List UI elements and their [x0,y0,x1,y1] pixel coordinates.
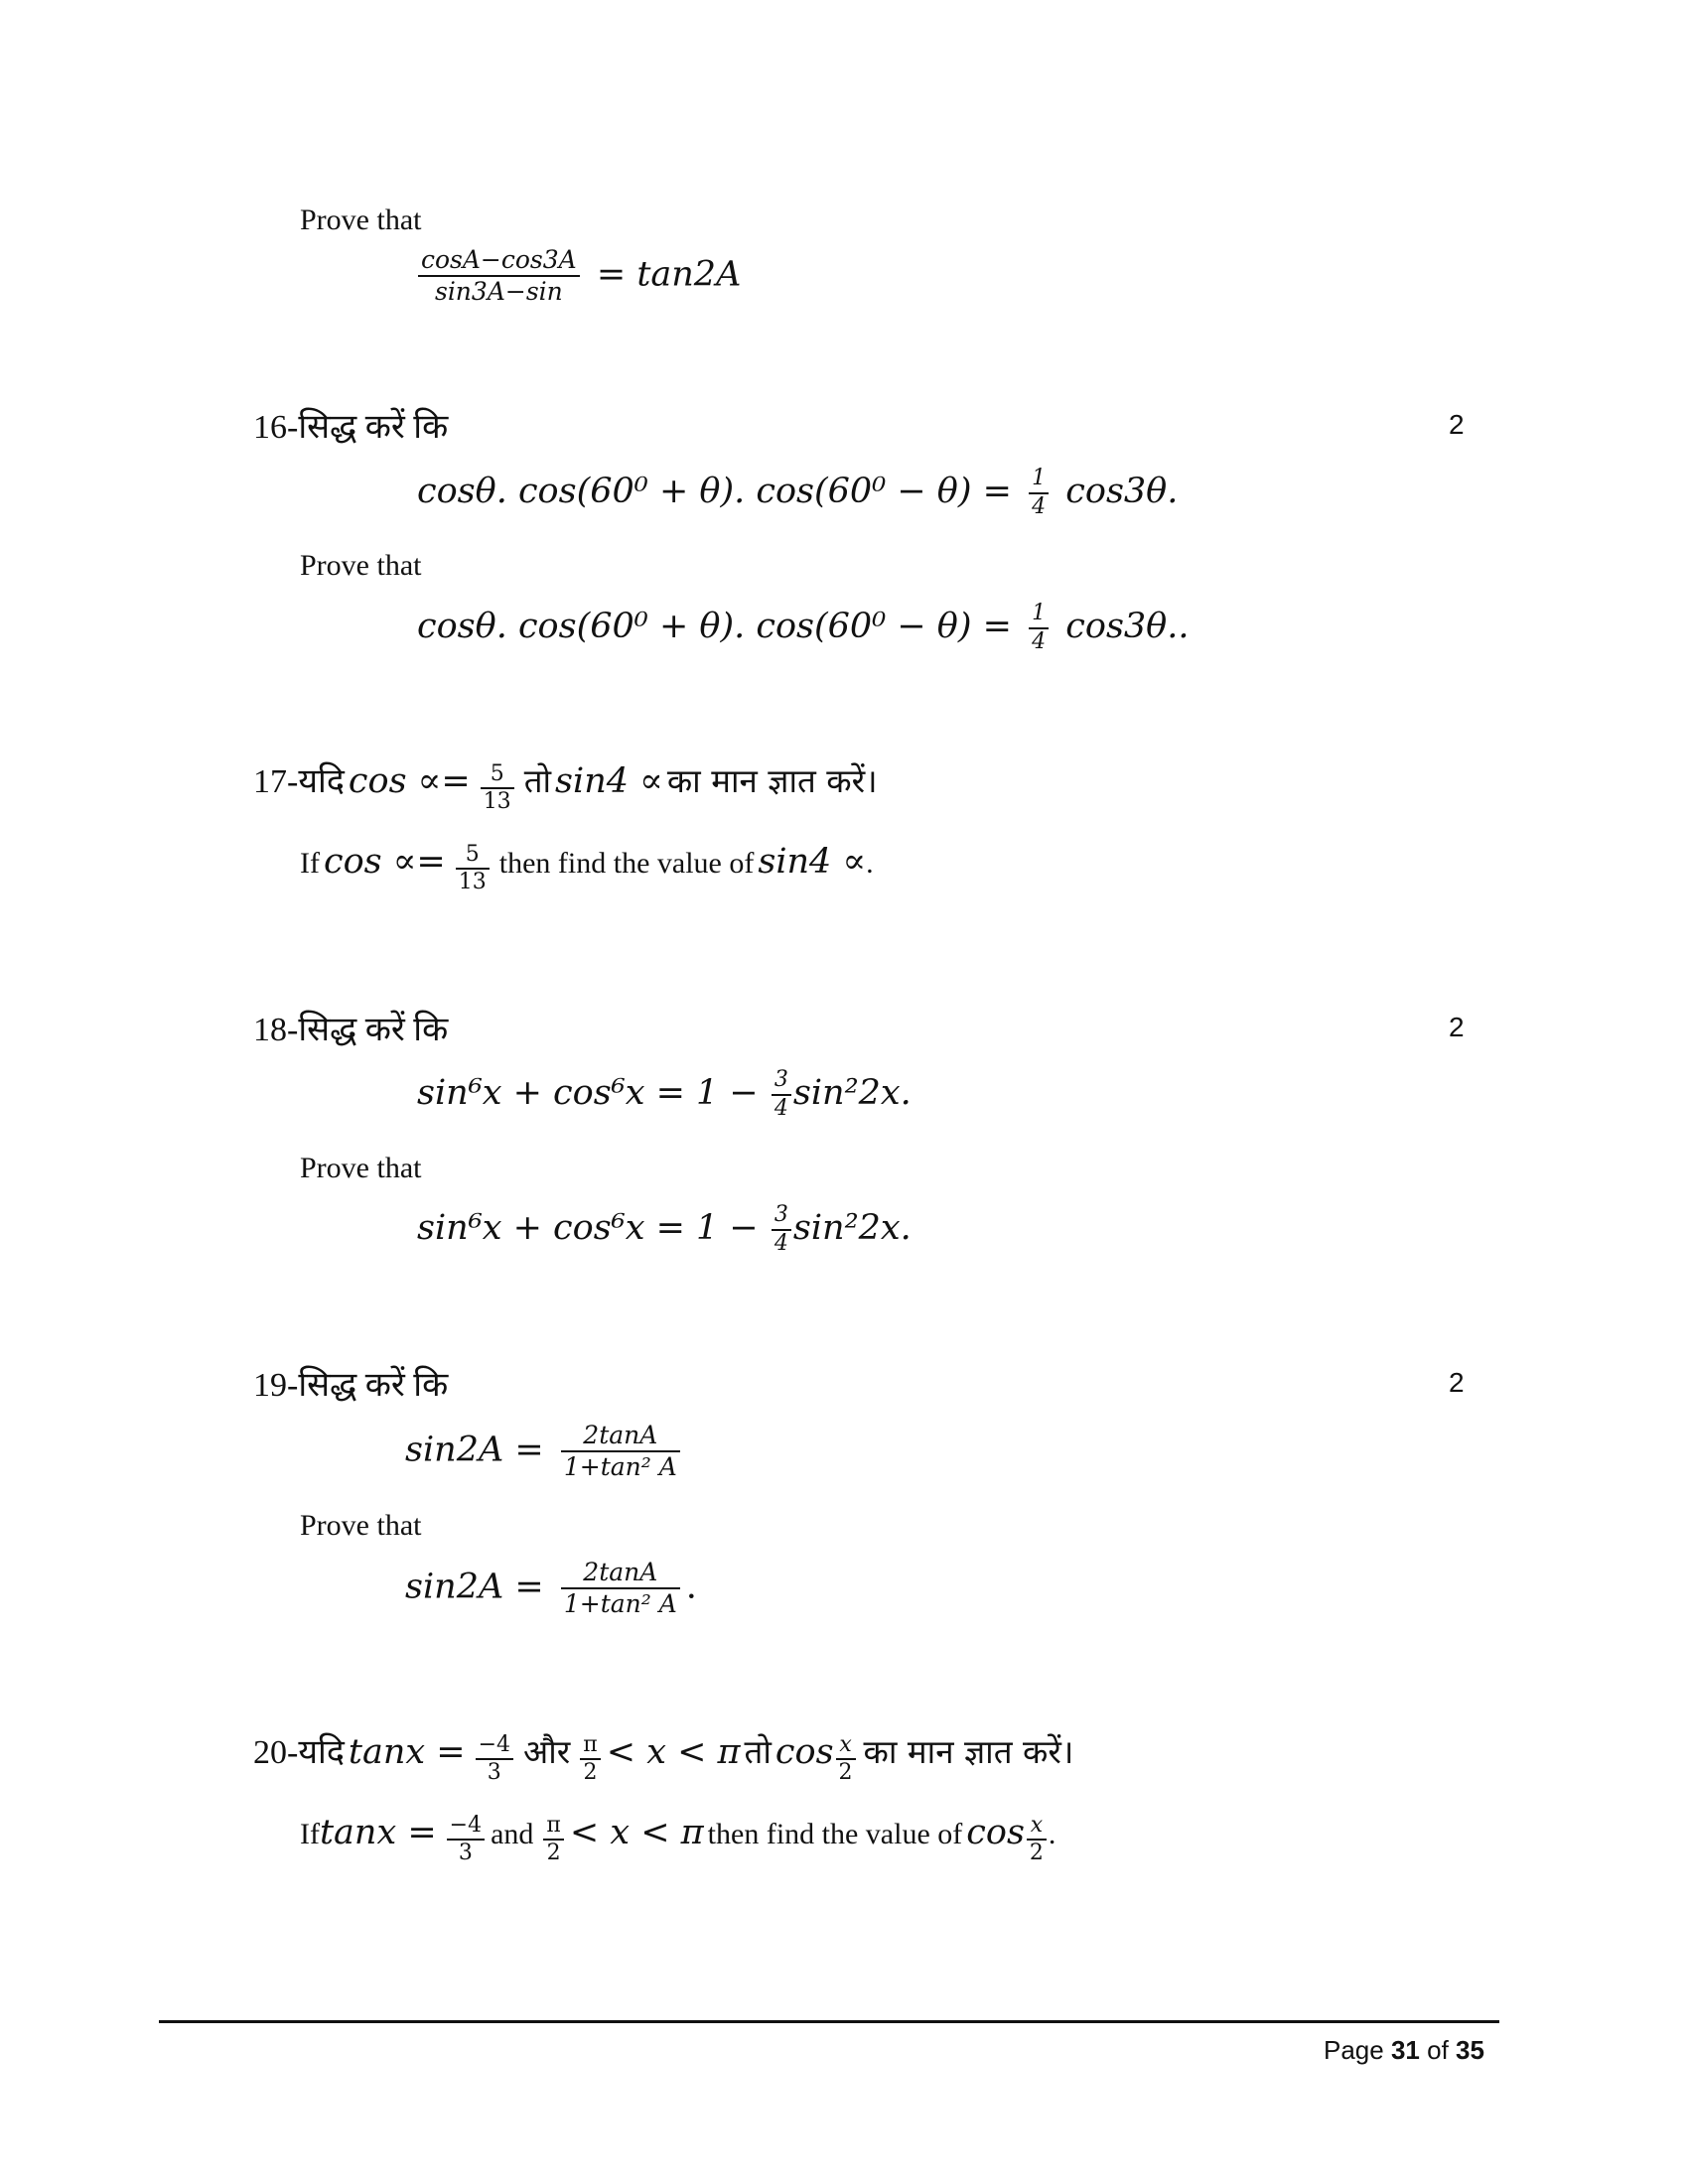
q20-en-x-den: 2 [1029,1841,1044,1866]
current-page: 31 [1390,2035,1420,2065]
q18-heading: 18-सिद्ध करें कि [253,1012,449,1048]
q18-prove-label: Prove that [300,1152,422,1184]
q20-en-x-fraction [1027,1814,1047,1866]
q16-prove-label: Prove that [300,549,422,582]
q20-english-line [300,1813,1055,1866]
q16-rhs: cos3θ. [1065,472,1179,512]
q17-en-end: . [866,847,874,880]
q20-en-x-num: x [1027,1814,1047,1842]
q16-lhs-en: cosθ. cos(60⁰ + θ). cos(60⁰ − θ) = [417,607,1012,647]
q17-suffix: का मान ज्ञात करें। [666,761,878,800]
q19-fraction-en [561,1559,680,1618]
q19-equation-hindi [405,1422,686,1481]
q19-frac-num: 2tanA [561,1422,680,1452]
q17-en-fraction [456,843,490,895]
q18-rhs: sin²2x. [792,1073,912,1114]
q20-en-pi-den: 2 [546,1841,561,1866]
q20-en-tan: tanx = [319,1813,437,1852]
footer-divider [159,2020,1499,2023]
q20-en-cos: cos [966,1813,1025,1852]
q15-fraction [418,246,580,306]
page-number [1324,2035,1484,2066]
q15-prove-label: Prove that [300,204,422,236]
q15-rhs: = tan2A [596,254,742,295]
q17-cos: cos ∝= [348,761,471,801]
q18-equation-english [417,1203,912,1256]
q17-hindi-line [253,756,878,815]
q19-lhs-en: sin2A = [405,1567,544,1607]
q16-frac-den-en: 4 [1032,628,1047,654]
q17-frac-den: 13 [483,789,511,815]
q19-frac-den-en: 1+tan² A [563,1589,677,1618]
page-word: Page [1324,2035,1384,2065]
q16-heading: 16-सिद्ध करें कि [253,409,449,446]
q15-denominator: sin3A−sin [434,277,563,306]
q16-frac-num-en: 1 [1029,602,1049,629]
q18-equation-hindi [417,1068,912,1121]
q20-en-then: then find the value of [707,1818,963,1850]
q20-pi-fraction [580,1733,600,1786]
q16-marks: 2 [1449,409,1465,440]
q20-frac1-num: −4 [476,1733,513,1761]
q20-en-frac1-num: −4 [447,1814,485,1842]
total-pages: 35 [1456,2035,1484,2065]
q20-x-den: 2 [838,1760,853,1786]
q20-pi-num: π [580,1733,600,1761]
q20-fraction-1 [476,1733,513,1786]
q16-lhs: cosθ. cos(60⁰ + θ). cos(60⁰ − θ) = [417,472,1012,512]
q19-fraction [561,1422,680,1481]
q16-frac-den: 4 [1032,493,1047,519]
q17-en-frac-num: 5 [456,843,490,871]
q17-en-mid: then find the value of [498,847,755,880]
q18-rhs-en: sin²2x. [792,1208,912,1249]
q17-en-sin: sin4 ∝ [758,842,867,882]
q20-x-fraction [836,1733,856,1786]
q20-hindi-line [253,1727,1073,1786]
q20-en-pi-fraction [543,1814,563,1866]
q20-prefix: 20-यदि [253,1734,345,1771]
of-word: of [1427,2035,1449,2065]
q20-en-frac1-den: 3 [458,1841,473,1866]
q17-sin: sin4 ∝ [555,761,663,801]
q17-en-if: If [300,847,320,880]
q20-to: तो [744,1732,772,1771]
q20-x-num: x [836,1733,856,1761]
q16-rhs-en: cos3θ.. [1065,607,1190,647]
q20-en-ineq: < x < π [569,1813,704,1852]
q19-marks: 2 [1449,1367,1465,1398]
q17-fraction [481,762,514,815]
q20-frac1-den: 3 [487,1760,501,1786]
q20-aur: और [523,1732,571,1771]
q20-pi-den: 2 [583,1760,598,1786]
q18-frac-den-en: 4 [774,1230,788,1256]
q20-en-pi-num: π [543,1814,563,1842]
q19-end: . [685,1567,697,1607]
q18-frac-num: 3 [772,1068,791,1096]
q20-ineq: < x < π [606,1732,741,1772]
q20-en-end: . [1048,1818,1056,1850]
q18-fraction-en [772,1203,791,1256]
q19-heading: 19-सिद्ध करें कि [253,1367,449,1404]
q20-tan: tanx = [348,1732,466,1772]
q17-prefix: 17-यदि [253,763,345,800]
q19-prove-label: Prove that [300,1509,422,1542]
q16-frac-num: 1 [1029,467,1049,494]
q17-to: तो [523,761,552,800]
q20-en-fraction-1 [447,1814,485,1866]
q16-fraction [1029,467,1049,519]
q20-suffix: का मान ज्ञात करें। [863,1732,1074,1771]
q18-lhs-en: sin⁶x + cos⁶x = 1 − [417,1208,759,1249]
q18-frac-num-en: 3 [772,1203,791,1231]
q18-lhs: sin⁶x + cos⁶x = 1 − [417,1073,759,1114]
q18-frac-den: 4 [774,1095,788,1121]
q17-frac-num: 5 [481,762,514,790]
q17-en-frac-den: 13 [458,870,487,895]
q17-en-cos: cos ∝= [323,842,446,882]
q17-english-line [300,842,874,895]
q15-equation [412,246,741,306]
q19-frac-den: 1+tan² A [563,1452,677,1481]
q18-fraction [772,1068,791,1121]
q19-lhs: sin2A = [405,1430,544,1470]
q16-fraction-en [1029,602,1049,654]
q16-equation-english [417,602,1190,654]
q18-marks: 2 [1449,1012,1465,1042]
q20-en-if: If [300,1818,320,1850]
q19-equation-english [405,1559,697,1618]
q16-equation-hindi [417,467,1178,519]
q20-en-and: and [491,1818,534,1850]
q20-cos: cos [774,1732,834,1772]
q19-frac-num-en: 2tanA [561,1559,680,1589]
q15-numerator: cosA−cos3A [418,246,580,277]
